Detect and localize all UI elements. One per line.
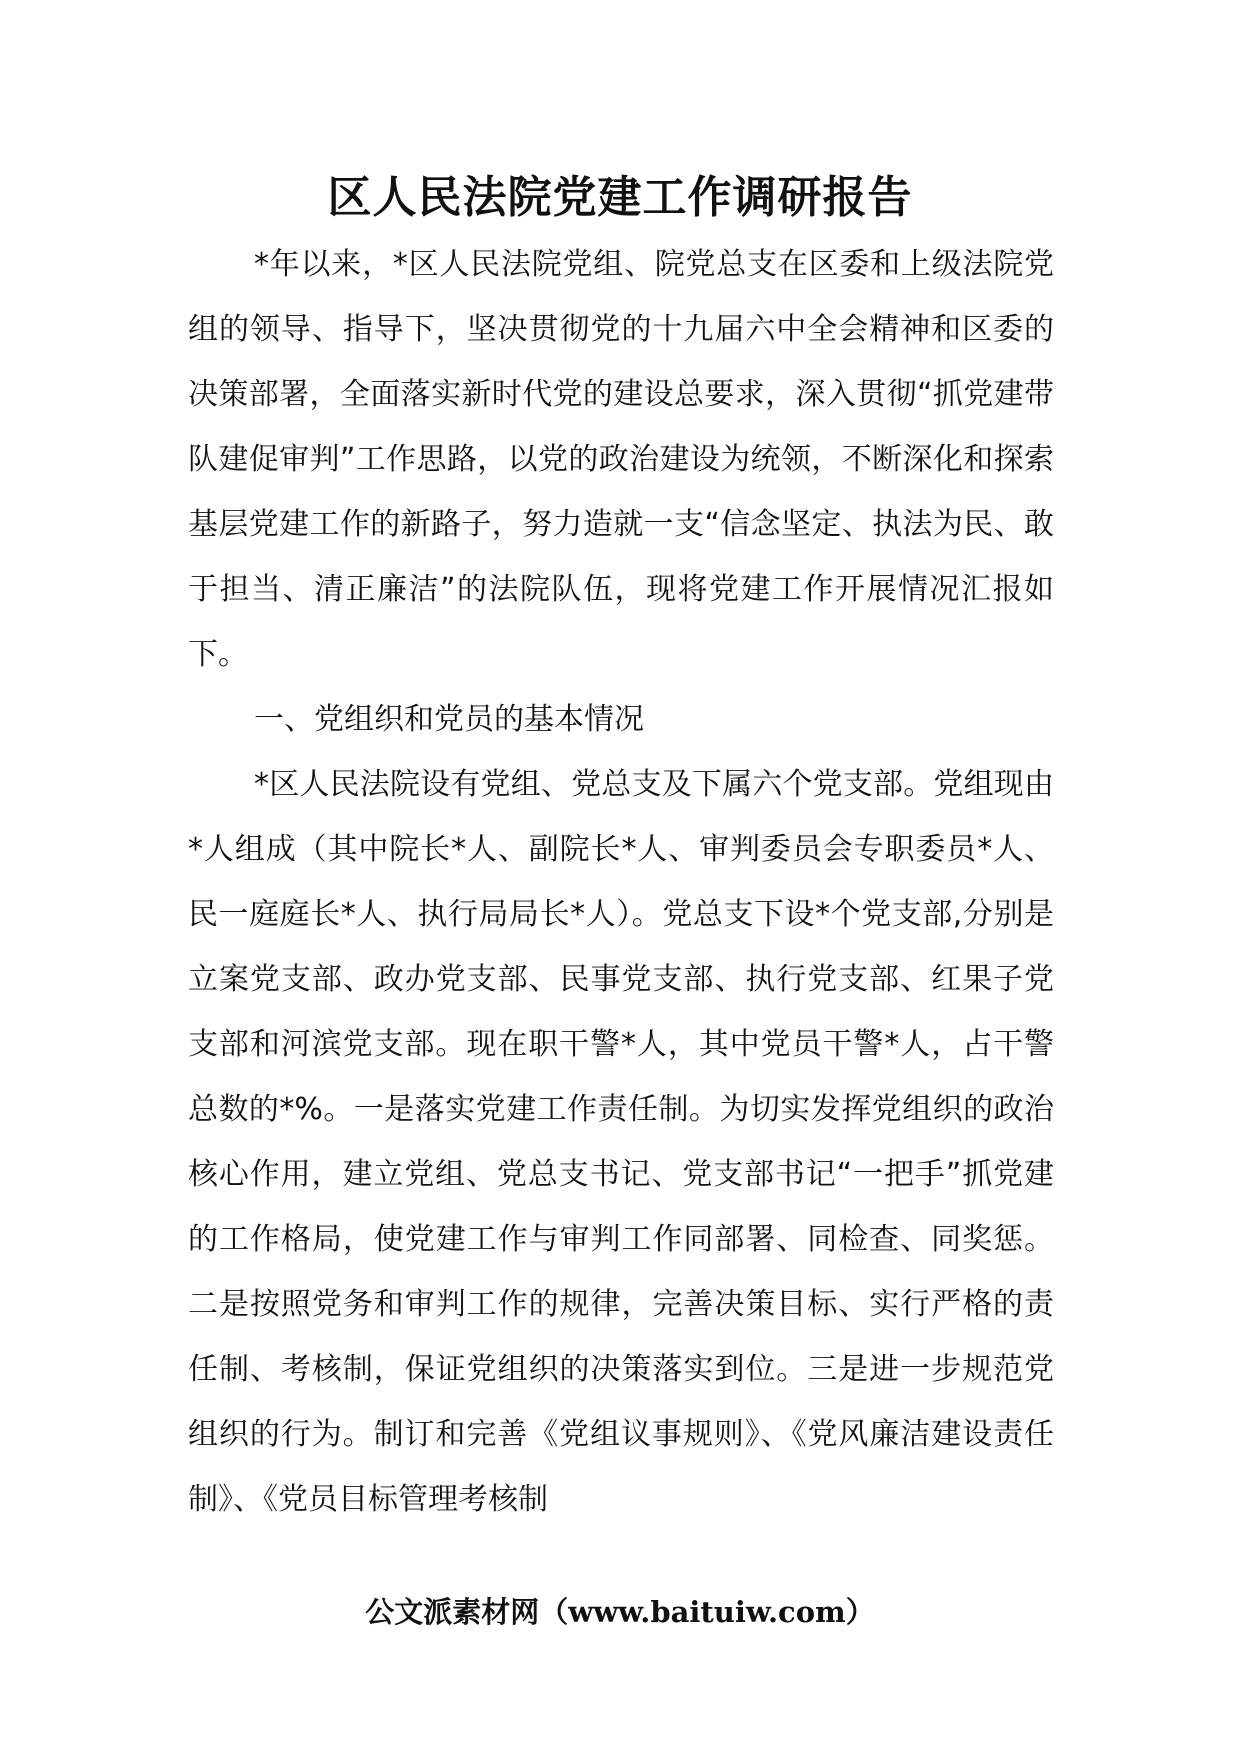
section-heading-basic-situation: 一、党组织和党员的基本情况 <box>254 702 644 737</box>
footer-source-watermark: 公文派素材网（www.baituiw.com） <box>365 1595 875 1629</box>
document-body <box>188 232 1054 1532</box>
document-title: 区人民法院党建工作调研报告 <box>327 172 913 223</box>
paragraph-basic-situation: *区人民法院设有党组、党总支及下属六个党支部。党组现由*人组成（其中院长*人、副院长*人、审判委员会专职委员*人、民一庭庭长*人、执行局局长*人）。党总支下设*个党支部,分别是立案党支部、政办党支部、民事党支部、执行党支部、红果子党支部和河滨党支部。现在职干警*人，其中党员干警*人，占干警总数的*%。一是落实党建工作责任制。为切实发挥党组织的政治核心作用，建立党组、党总支书记、党支部书记“一把手”抓党建的工作格局，使党建工作与审判工作同部署、同检查、同奖惩。二是按照党务和审判工作的规律，完善决策目标、实行严格的责任制、考核制，保证党组织的决策落实到位。三是进一步规范党组织的行为。制订和完善《党组议事规则》、《党风廉洁建设责任制》、《党员目标管理考核制 <box>188 767 1054 1517</box>
paragraph-intro: *年以来，*区人民法院党组、院党总支在区委和上级法院党组的领导、指导下，坚决贯彻党的十九届六中全会精神和区委的决策部署，全面落实新时代党的建设总要求，深入贯彻“抓党建带队建促审判”工作思路，以党的政治建设为统领，不断深化和探索基层党建工作的新路子，努力造就一支“信念坚定、执法为民、敢于担当、清正廉洁”的法院队伍，现将党建工作开展情况汇报如下。 <box>188 247 1054 672</box>
